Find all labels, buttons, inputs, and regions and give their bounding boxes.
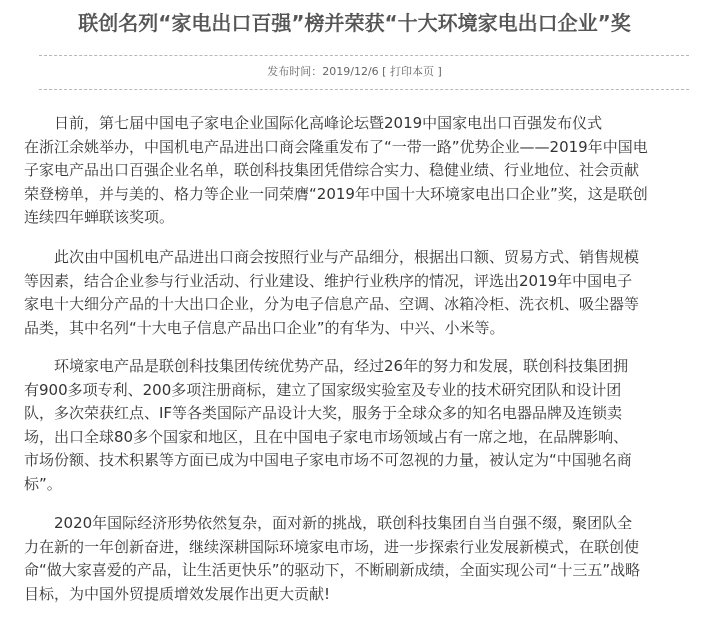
paragraph-line: 日前，第七届中国电子家电企业国际化高峰论坛暨2019中国家电出口百强发布仪式 [24, 114, 603, 132]
paragraph-line: 子家电产品出口百强企业名单，联创科技集团凭借综合实力、稳健业绩、行业地位、社会贡献 [24, 161, 640, 180]
paragraph-line: 环境家电产品是联创科技集团传统优势产品，经过26年的努力和发展，联创科技集团拥 [24, 357, 629, 375]
paragraph-line: 荣登榜单，并与美的、格力等企业一同荣膺“2019年中国十大环境家电出口企业”奖，这是联创 [24, 184, 648, 203]
paragraph-line: 标”。 [24, 474, 62, 493]
paragraph-line: 力在新的一年创新奋进，继续深耕国际环境家电市场，进一步探索行业发展新模式，在联创使 [24, 537, 640, 556]
print-page-link[interactable]: 打印本页 [389, 65, 434, 78]
paragraph-line: 场，出口全球80多个国家和地区，且在中国电子家电市场领域占有一席之地，在品牌影响、 [24, 427, 629, 446]
paragraph-line: 目标，为中国外贸提质增效发展作出更大贡献! [24, 584, 331, 603]
paragraph-line: 等因素，结合企业参与行业活动、行业建设、维护行业秩序的情况，评选出2019年中国电子 [24, 271, 633, 290]
paragraph-line: 命“做大家喜爱的产品，让生活更快乐”的驱动下，不断刷新成绩，全面实现公司“十三五”战略 [24, 561, 641, 580]
article-paragraph-1 [24, 112, 692, 230]
article-paragraph-2 [24, 246, 692, 340]
publish-date: 2019/12/6 [322, 65, 379, 78]
paragraph-line: 在浙江余姚举办，中国机电产品进出口商会隆重发布了“一带一路”优势企业——2019年中国电 [24, 137, 648, 156]
article-paragraph-3 [24, 355, 692, 497]
article-meta [0, 64, 709, 80]
paragraph-line: 连续四年蝉联该奖项。 [24, 208, 175, 227]
article-title: 联创名列“家电出口百强”榜并荣获“十大环境家电出口企业”奖 [78, 11, 631, 35]
paragraph-line: 市场份额、技术积累等方面已成为中国电子家电市场不可忽视的力量，被认定为“中国驰名商 [24, 451, 632, 470]
paragraph-line: 队，多次荣获红点、IF等各类国际产品设计大奖，服务于全球众多的知名电器品牌及连锁卖 [24, 404, 623, 423]
paragraph-line: 家电十大细分产品的十大出口企业，分为电子信息产品、空调、冰箱冷柜、洗衣机、吸尘器等 [24, 295, 640, 314]
paragraph-line: 品类，其中名列“十大电子信息产品出口企业”的有华为、中兴、小米等。 [24, 318, 505, 337]
paragraph-line: 2020年国际经济形势依然复杂，面对新的挑战，联创科技集团自当自强不缀，聚团队全 [24, 514, 633, 532]
print-close-bracket: ] [433, 65, 442, 78]
title-divider [39, 55, 689, 56]
paragraph-line: 有900多项专利、200多项注册商标，建立了国家级实验室及专业的技术研究团队和设计团 [24, 380, 622, 399]
meta-divider [39, 89, 689, 90]
paragraph-line: 此次由中国机电产品进出口商会按照行业与产品细分，根据出口额、贸易方式、销售规模 [24, 248, 640, 266]
print-open-bracket: [ [378, 65, 390, 78]
publish-time-label: 发布时间： [267, 65, 323, 78]
article-paragraph-4 [24, 512, 692, 606]
